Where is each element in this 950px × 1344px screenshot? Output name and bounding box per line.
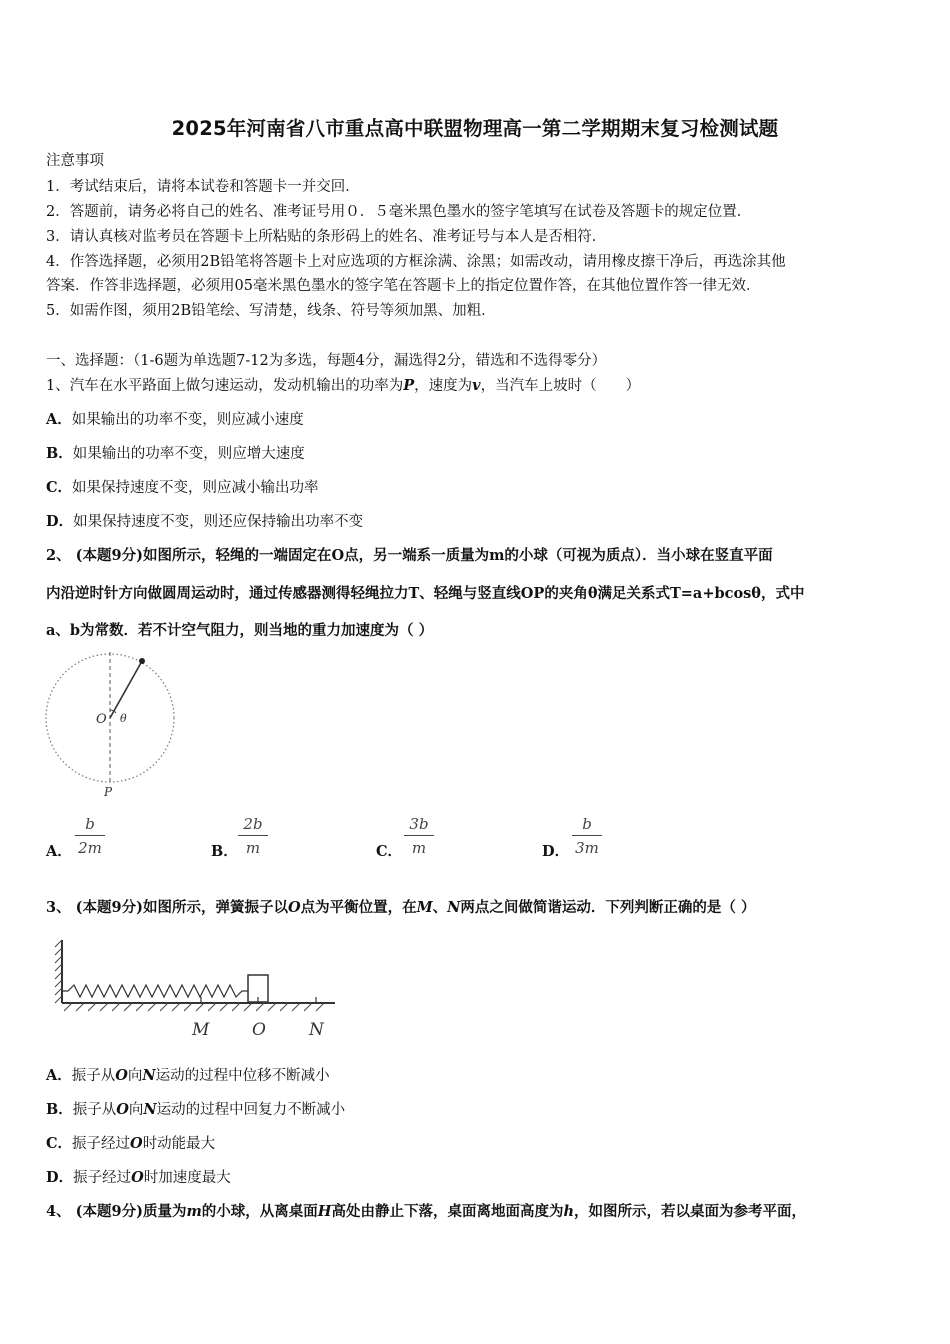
q3-sep: 、 xyxy=(432,899,448,916)
fraction-numerator: b xyxy=(572,815,602,836)
option-label: C． xyxy=(46,1135,73,1152)
question-3-stem xyxy=(46,898,755,918)
q1-option-c[interactable] xyxy=(46,478,319,498)
q2-option-a-fraction[interactable] xyxy=(75,815,105,857)
rope-line xyxy=(110,661,142,718)
notice-item: 3．请认真核对监考员在答题卡上所粘贴的条形码上的姓名、准考证号与本人是否相符． xyxy=(46,229,607,245)
q3-spring-figure xyxy=(50,935,350,1045)
q2-option-d-fraction[interactable] xyxy=(572,815,602,857)
option-label: B． xyxy=(46,445,73,462)
label-o: O xyxy=(252,1020,266,1040)
spring xyxy=(62,985,248,997)
notice-item: 2．答题前，请务必将自己的姓名、准考证号用０．５毫米黑色墨水的签字笔填写在试卷及答题卡的规定位置． xyxy=(46,204,752,220)
q1-option-a[interactable] xyxy=(46,410,304,430)
option-text: 振子从 xyxy=(72,1102,117,1118)
question-2-line-2: 内沿逆时针方向做圆周运动时，通过传感器测得轻绳拉力T、轻绳与竖直线OP的夹角θ满足关系式T=a+bcosθ，式中 xyxy=(46,585,805,602)
q4-text-b: 的小球，从离桌面 xyxy=(201,1203,318,1220)
floor-hatching xyxy=(64,1003,324,1011)
q4-var-h-big: H xyxy=(317,1203,332,1220)
notice-item: 4．作答选择题，必须用2B铅笔将答题卡上对应选项的方框涂满、涂黑；如需改动，请用橡皮擦干净后，再选涂其他 xyxy=(46,254,786,270)
q2-option-c-fraction[interactable] xyxy=(404,815,434,857)
q1-var-v: v xyxy=(472,377,481,394)
notice-item: 1．考试结束后，请将本试卷和答题卡一并交回． xyxy=(46,179,360,195)
wall-hatching xyxy=(55,940,62,1003)
q3-option-a[interactable] xyxy=(46,1066,330,1086)
q3-var-m: M xyxy=(416,899,433,916)
option-var: O xyxy=(130,1135,143,1152)
option-text: 如果保持速度不变，则还应保持输出功率不变 xyxy=(73,514,364,530)
q4-text-c: 高处由静止下落，桌面离地面高度为 xyxy=(331,1203,564,1220)
q3-option-b[interactable] xyxy=(46,1100,345,1120)
q1-option-b[interactable] xyxy=(46,444,305,464)
q4-text-d: ，如图所示，若以桌面为参考平面， xyxy=(574,1203,807,1220)
option-label: A． xyxy=(46,411,72,428)
label-theta: θ xyxy=(120,712,127,725)
q1-text-c: ，当汽车上坡时（ ） xyxy=(480,378,641,394)
option-text: 向 xyxy=(127,1068,143,1084)
question-2-line-1: 2、 (本题9分)如图所示，轻绳的一端固定在O点，另一端系一质量为m的小球（可视为质点）．当小球在竖直平面 xyxy=(46,547,773,564)
option-text: 如果输出的功率不变，则应增大速度 xyxy=(72,446,305,462)
option-label: C． xyxy=(46,479,73,496)
notice-item: 5．如需作图，须用2B铅笔绘、写清楚，线条、符号等须加黑、加粗． xyxy=(46,303,496,319)
q1-option-d[interactable] xyxy=(46,512,363,532)
q2-option-a-label[interactable]: A． xyxy=(46,843,72,860)
q1-text-a: 1、汽车在水平路面上做匀速运动，发动机输出的功率为 xyxy=(46,378,404,394)
label-o: O xyxy=(96,712,107,727)
ball-dot xyxy=(139,658,145,664)
option-text: 时动能最大 xyxy=(142,1136,216,1152)
option-text: 如果输出的功率不变，则应减小速度 xyxy=(71,412,304,428)
option-text: 振子经过 xyxy=(73,1170,132,1186)
page-title: 2025年河南省八市重点高中联盟物理高一第二学期期末复习检测试题 xyxy=(171,117,779,140)
label-n: N xyxy=(309,1020,324,1040)
question-1-stem xyxy=(46,376,640,396)
fraction-numerator: b xyxy=(75,815,105,836)
q4-var-m: m xyxy=(186,1203,202,1220)
q3-option-c[interactable] xyxy=(46,1134,215,1154)
option-text: 振子经过 xyxy=(72,1136,131,1152)
fraction-denominator: 2m xyxy=(78,839,102,857)
q4-text-a: 4、 (本题9分)质量为 xyxy=(46,1203,187,1220)
option-text: 运动的过程中回复力不断减小 xyxy=(156,1102,346,1118)
q2-option-b-fraction[interactable] xyxy=(238,815,268,857)
q3-var-o: O xyxy=(287,899,301,916)
q3-option-d[interactable] xyxy=(46,1168,231,1188)
option-var: O xyxy=(131,1169,144,1186)
q1-text-b: ，速度为 xyxy=(414,378,473,394)
option-label: D． xyxy=(46,1169,74,1186)
q2-option-c-label[interactable]: C． xyxy=(376,843,403,860)
option-text: 振子从 xyxy=(71,1068,116,1084)
question-2-line-3: a、b为常数．若不计空气阻力，则当地的重力加速度为（ ） xyxy=(46,622,434,639)
q2-option-d-label[interactable]: D． xyxy=(542,843,570,860)
fraction-denominator: m xyxy=(411,839,427,857)
label-p: P xyxy=(104,785,113,799)
option-label: D． xyxy=(46,513,74,530)
option-text: 向 xyxy=(128,1102,144,1118)
q3-text-b: 点为平衡位置，在 xyxy=(300,899,417,916)
q2-option-b-label[interactable]: B． xyxy=(211,843,238,860)
label-m: M xyxy=(192,1020,210,1040)
fraction-numerator: 2b xyxy=(238,815,268,836)
q2-circle-figure xyxy=(40,650,185,800)
fraction-denominator: 3m xyxy=(575,839,599,857)
option-var: N xyxy=(143,1101,157,1118)
option-text: 时加速度最大 xyxy=(143,1170,231,1186)
q3-text-a: 3、 (本题9分)如图所示，弹簧振子以 xyxy=(46,899,288,916)
notice-heading: 注意事项 xyxy=(46,153,104,169)
q3-text-c: 两点之间做简谐运动．下列判断正确的是（ ） xyxy=(460,899,756,916)
fraction-numerator: 3b xyxy=(404,815,434,836)
q4-var-h: h xyxy=(563,1203,575,1220)
fraction-denominator: m xyxy=(245,839,261,857)
section-heading: 一、选择题：（1-6题为单选题7-12为多选，每题4分，漏选得2分，错选和不选得零分） xyxy=(46,353,607,369)
option-label: B． xyxy=(46,1101,73,1118)
q3-var-n: N xyxy=(447,899,461,916)
option-label: A． xyxy=(46,1067,72,1084)
option-var: O xyxy=(116,1101,129,1118)
question-4-stem xyxy=(46,1202,806,1222)
notice-item: 答案．作答非选择题，必须用05毫米黑色墨水的签字笔在答题卡上的指定位置作答，在其他位置作答一律无效． xyxy=(46,278,761,294)
q1-var-p: P xyxy=(403,377,415,394)
option-var: N xyxy=(142,1067,156,1084)
option-text: 如果保持速度不变，则应减小输出功率 xyxy=(72,480,319,496)
option-text: 运动的过程中位移不断减小 xyxy=(155,1068,330,1084)
option-var: O xyxy=(115,1067,128,1084)
